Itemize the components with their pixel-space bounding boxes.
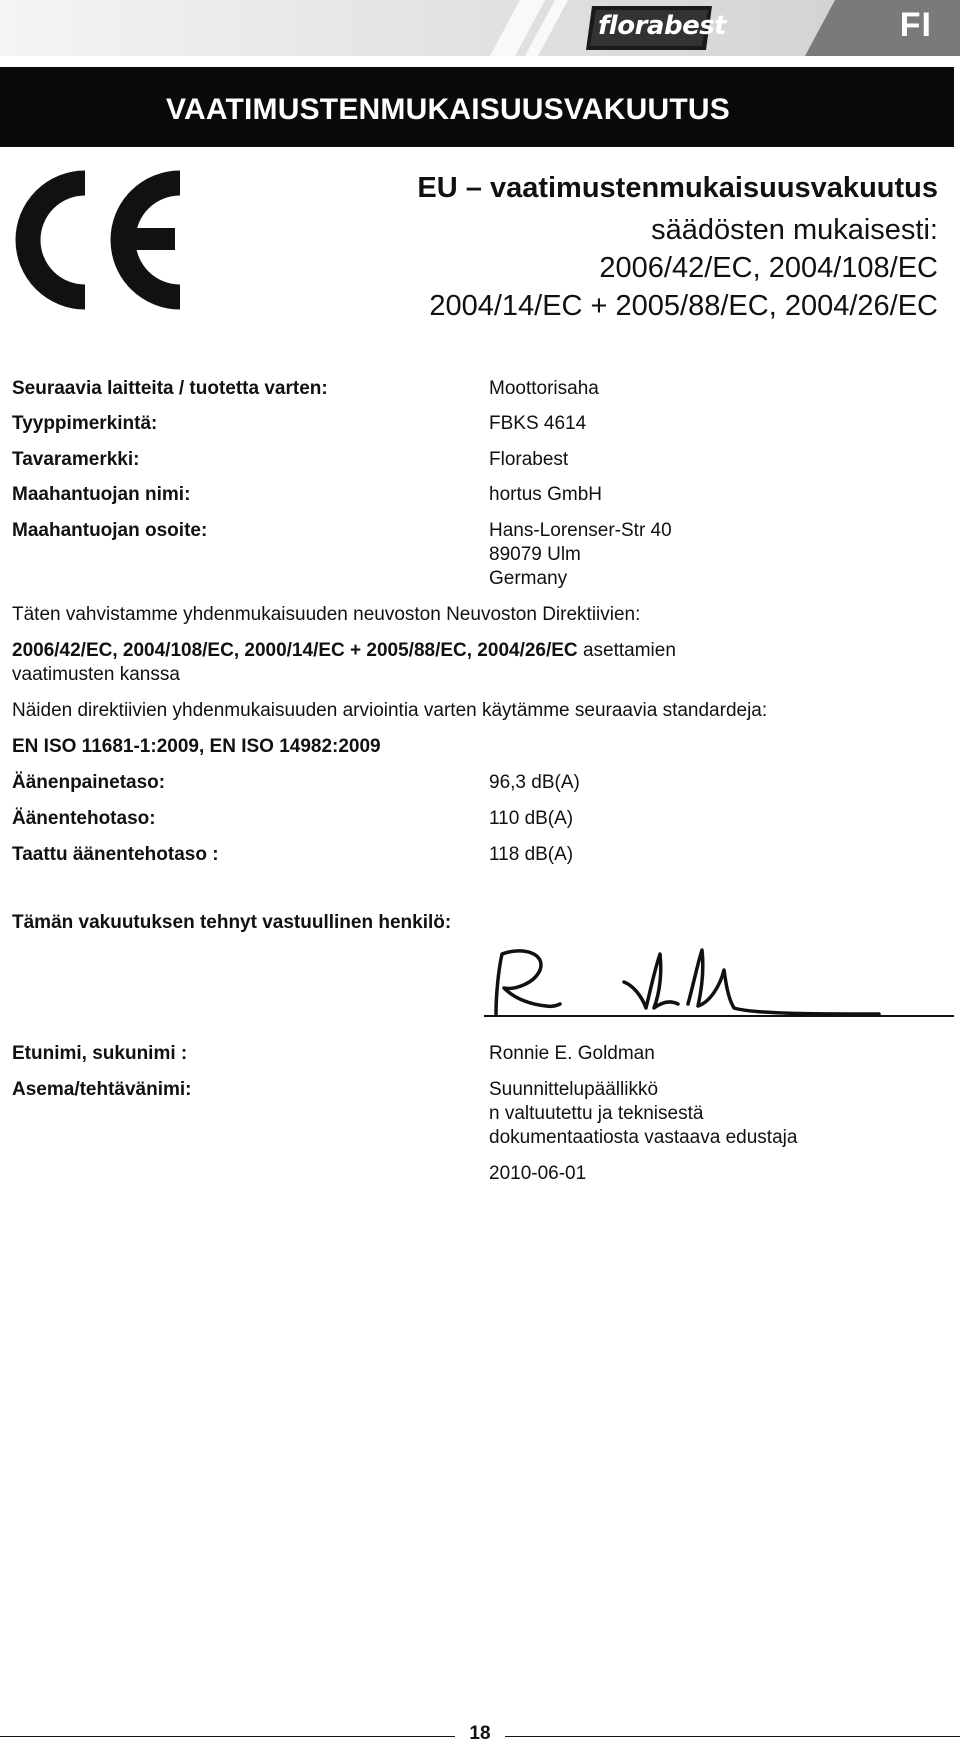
name-value: Ronnie E. Goldman bbox=[489, 1043, 655, 1064]
directives-list: 2006/42/EC, 2004/108/EC, 2000/14/EC + 2005/88/EC, 2004/26/EC bbox=[12, 640, 578, 661]
directives-continuation: vaatimusten kanssa bbox=[12, 664, 180, 685]
field-label-product: Seuraavia laitteita / tuotetta varten: bbox=[12, 378, 328, 399]
sound-label-pressure: Äänenpainetaso: bbox=[12, 772, 166, 793]
field-label-type: Tyyppimerkintä: bbox=[12, 413, 158, 434]
responsible-heading: Tämän vakuutuksen tehnyt vastuullinen henkilö: bbox=[12, 912, 452, 933]
field-value-address-street: Hans-Lorenser-Str 40 bbox=[489, 520, 672, 541]
field-label-brand: Tavaramerkki: bbox=[12, 449, 140, 470]
title-bar bbox=[0, 67, 954, 147]
field-value-address-city: 89079 Ulm bbox=[489, 544, 581, 565]
field-label-importer-name: Maahantuojan nimi: bbox=[12, 484, 191, 505]
field-label-importer-address: Maahantuojan osoite: bbox=[12, 520, 208, 541]
field-value-importer-name: hortus GmbH bbox=[489, 484, 602, 505]
page-title: VAATIMUSTENMUKAISUUSVAKUUTUS bbox=[166, 93, 730, 126]
position-value-line-2: n valtuutettu ja teknisestä bbox=[489, 1103, 704, 1124]
sound-label-guaranteed: Taattu äänentehotaso : bbox=[12, 844, 219, 865]
field-value-address-country: Germany bbox=[489, 568, 568, 589]
declaration-heading: EU – vaatimustenmukaisuusvakuutus bbox=[417, 172, 938, 204]
sound-label-power: Äänentehotaso: bbox=[12, 808, 156, 829]
signature-image bbox=[484, 942, 884, 1022]
page-number bbox=[0, 1723, 960, 1745]
directives-statement bbox=[12, 640, 676, 662]
position-value-line-1: Suunnittelupäällikkö bbox=[489, 1079, 659, 1100]
directives-suffix: asettamien bbox=[577, 640, 676, 661]
header-band bbox=[0, 0, 960, 56]
field-value-brand: Florabest bbox=[489, 449, 569, 470]
declaration-subtitle: säädösten mukaisesti: bbox=[651, 214, 938, 246]
position-label: Asema/tehtävänimi: bbox=[12, 1079, 192, 1100]
sound-value-pressure: 96,3 dB(A) bbox=[489, 772, 580, 793]
page-number-text: 18 bbox=[455, 1723, 504, 1744]
sound-value-guaranteed: 118 dB(A) bbox=[489, 844, 574, 865]
ce-mark-icon bbox=[10, 165, 192, 315]
standards-list: EN ISO 11681-1:2009, EN ISO 14982:2009 bbox=[12, 736, 381, 757]
position-value-line-3: dokumentaatiosta vastaava edustaja bbox=[489, 1127, 798, 1148]
field-value-type: FBKS 4614 bbox=[489, 413, 587, 434]
signature-line bbox=[484, 1015, 954, 1017]
confirmation-text: Täten vahvistamme yhdenmukaisuuden neuvoston Neuvoston Direktiivien: bbox=[12, 604, 641, 625]
directives-line-2: 2004/14/EC + 2005/88/EC, 2004/26/EC bbox=[429, 290, 938, 322]
brand-logo: florabest bbox=[598, 11, 727, 41]
standards-intro: Näiden direktiivien yhdenmukaisuuden arviointia varten käytämme seuraavia standardeja: bbox=[12, 700, 768, 721]
name-label: Etunimi, sukunimi : bbox=[12, 1043, 188, 1064]
directives-line-1: 2006/42/EC, 2004/108/EC bbox=[599, 252, 938, 284]
header-band-graphic bbox=[0, 0, 960, 56]
declaration-date: 2010-06-01 bbox=[489, 1163, 587, 1184]
language-code: FI bbox=[899, 6, 932, 44]
sound-value-power: 110 dB(A) bbox=[489, 808, 574, 829]
field-value-product: Moottorisaha bbox=[489, 378, 599, 399]
